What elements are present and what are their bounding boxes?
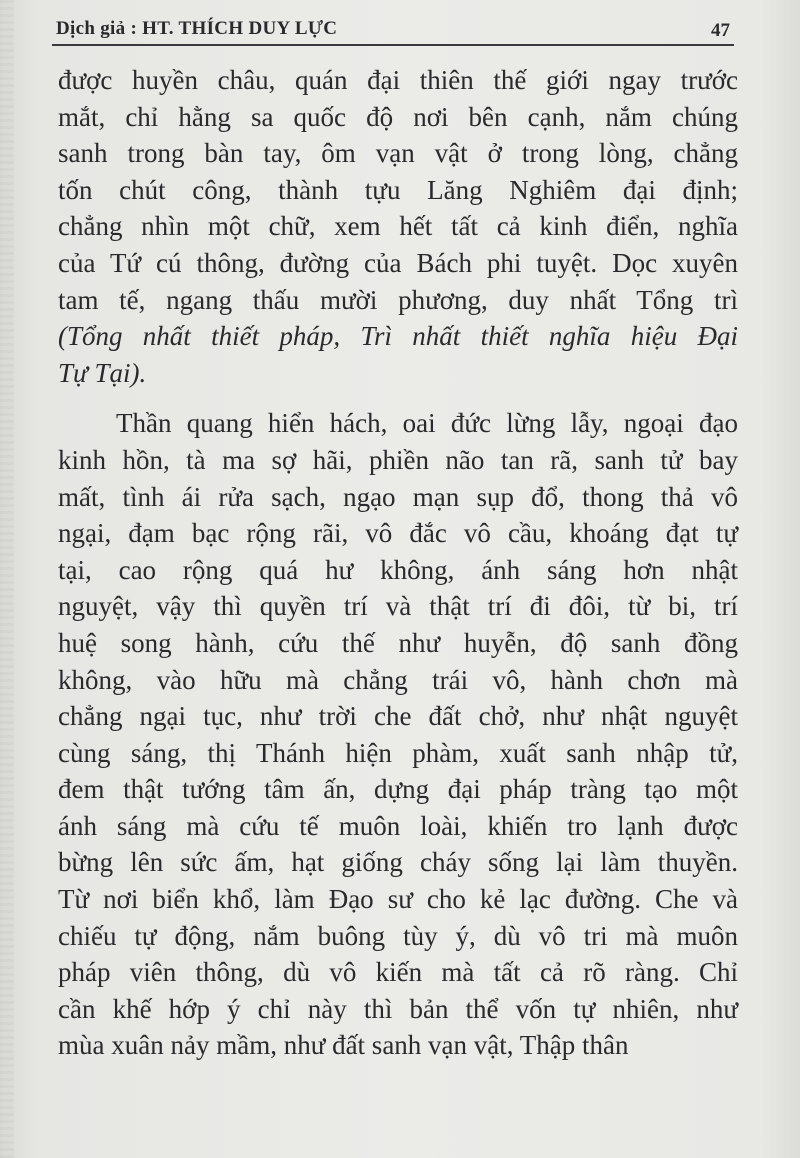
text-line: mùa xuân nảy mầm, như đất sanh vạn vật, Thập thân [58, 1030, 629, 1061]
text-line: không, vào hữu mà chẳng trái vô, hành chơn mà [58, 664, 738, 695]
paragraph-1 [58, 62, 738, 391]
text-line: Từ nơi biển khổ, làm Đạo sư cho kẻ lạc đường. Che và [58, 884, 738, 915]
text-line: bừng lên sức ấm, hạt giống cháy sống lại làm thuyền. [58, 847, 738, 878]
text-line: cần khế hớp ý chỉ này thì bản thể vốn tự nhiên, như [58, 993, 738, 1024]
text-line: kinh hồn, tà ma sợ hãi, phiền não tan rã, sanh tử bay [58, 444, 738, 475]
text-line: đem thật tướng tâm ấn, dựng đại pháp tràng tạo một [58, 774, 738, 805]
body-text [58, 62, 738, 1064]
page-number: 47 [711, 20, 730, 41]
text-line: cùng sáng, thị Thánh hiện phàm, xuất sanh nhập tử, [58, 737, 738, 768]
paragraph-gap [58, 391, 738, 405]
text-line: mắt, chỉ hằng sa quốc độ nơi bên cạnh, nắm chúng [58, 101, 738, 132]
text-line: tốn chút công, thành tựu Lăng Nghiêm đại định; [58, 174, 738, 205]
page-edge-shadow [0, 0, 14, 1158]
text-line: của Tứ cú thông, đường của Bách phi tuyệt. Dọc xuyên [58, 247, 738, 278]
text-line: ánh sáng mà cứu tế muôn loài, khiến tro lạnh được [58, 810, 738, 841]
text-line: tại, cao rộng quá hư không, ánh sáng hơn nhật [58, 554, 738, 585]
text-line: được huyền châu, quán đại thiên thế giới ngay trước [58, 65, 738, 95]
text-line: Thần quang hiển hách, oai đức lừng lẫy, ngoại đạo [116, 408, 738, 439]
running-header [56, 14, 730, 44]
text-line: sanh trong bàn tay, ôm vạn vật ở trong lòng, chẳng [58, 138, 738, 169]
translator-credit: Dịch giả : HT. THÍCH DUY LỰC [56, 18, 338, 39]
text-line: tam tế, ngang thấu mười phương, duy nhất Tổng trì [58, 284, 738, 315]
text-line: chẳng nhìn một chữ, xem hết tất cả kinh điển, nghĩa [58, 211, 738, 242]
text-line: pháp viên thông, dù vô kiến mà tất cả rõ ràng. Chỉ [58, 957, 738, 988]
italic-text-line: (Tổng nhất thiết pháp, Trì nhất thiết nghĩa hiệu Đại [58, 321, 738, 352]
text-line: nguyệt, vậy thì quyền trí và thật trí đi đôi, từ bi, trí [58, 591, 738, 622]
header-rule [52, 44, 734, 46]
text-line: ngại, đạm bạc rộng rãi, vô đắc vô cầu, khoáng đạt tự [58, 518, 738, 549]
text-line: chẳng ngại tục, như trời che đất chở, như nhật nguyệt [58, 701, 738, 732]
text-line: mất, tình ái rửa sạch, ngạo mạn sụp đổ, thong thả vô [58, 481, 738, 512]
text-line: chiếu tự động, nắm buông tùy ý, dù vô tri mà muôn [58, 920, 738, 951]
italic-text-line: Tự Tại). [58, 357, 147, 388]
text-line: huệ song hành, cứu thế như huyễn, độ sanh đồng [58, 627, 738, 658]
paragraph-2 [58, 405, 738, 1064]
